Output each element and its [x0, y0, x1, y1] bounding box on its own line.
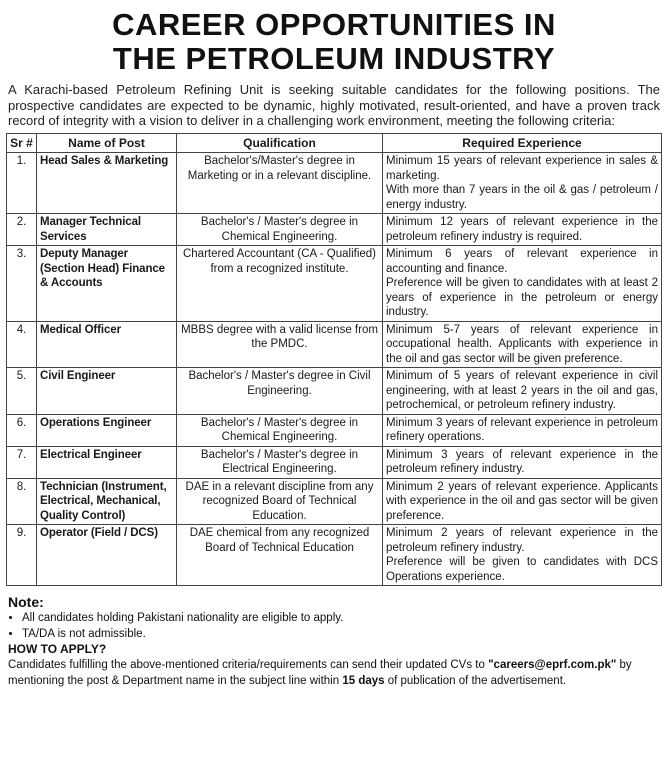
table-body: [7, 153, 662, 586]
experience-line: Preference will be given to candidates with at least 2 years of experience in the petroleum or energy industry.: [386, 277, 658, 319]
note-item: • All candidates holding Pakistani nationality are eligible to apply.: [22, 610, 662, 626]
table-row: [7, 368, 662, 415]
row-sr: 4.: [7, 321, 37, 368]
row-qualification: MBBS degree with a valid license from the PMDC.: [177, 321, 383, 368]
experience-line: Minimum 15 years of relevant experience in sales & marketing.: [386, 155, 658, 182]
notes-list: [6, 610, 662, 642]
experience-line: Preference will be given to candidates with DCS Operations experience.: [386, 556, 658, 583]
row-experience: [383, 321, 662, 368]
experience-line: Minimum 3 years of relevant experience in the petroleum refinery industry.: [386, 448, 658, 476]
page-title: [6, 0, 662, 76]
row-qualification: Bachelor's/Master's degree in Marketing or in a relevant discipline.: [177, 153, 383, 214]
table-row: [7, 525, 662, 586]
row-sr: 8.: [7, 478, 37, 525]
table-row: [7, 214, 662, 246]
table-row: [7, 414, 662, 446]
row-qualification: Chartered Accountant (CA - Qualified) from a recognized institute.: [177, 246, 383, 322]
row-sr: 1.: [7, 153, 37, 214]
row-experience: [383, 153, 662, 214]
row-sr: 6.: [7, 414, 37, 446]
apply-email: "careers@eprf.com.pk": [488, 659, 617, 672]
experience-line: Minimum 3 years of relevant experience in petroleum refinery operations.: [386, 416, 658, 444]
row-sr: 5.: [7, 368, 37, 415]
experience-line: Minimum 12 years of relevant experience in the petroleum refinery industry is required.: [386, 216, 658, 243]
apply-text-3: of publication of the advertisement.: [384, 675, 567, 688]
row-post-name: Manager Technical Services: [37, 214, 177, 246]
row-qualification: Bachelor's / Master's degree in Chemical Engineering.: [177, 414, 383, 446]
row-post-name: Operations Engineer: [37, 414, 177, 446]
row-experience: [383, 446, 662, 478]
table-row: [7, 246, 662, 322]
row-qualification: Bachelor's / Master's degree in Civil Engineering.: [177, 368, 383, 415]
header-sr: Sr #: [7, 133, 37, 153]
title-line-2: THE PETROLEUM INDUSTRY: [112, 41, 556, 76]
note-item: • TA/DA is not admissible.: [22, 626, 662, 642]
row-post-name: Operator (Field / DCS): [37, 525, 177, 586]
row-qualification: Bachelor's / Master's degree in Chemical Engineering.: [177, 214, 383, 246]
experience-line: Minimum 6 years of relevant experience in accounting and finance.: [386, 248, 658, 275]
row-experience: [383, 414, 662, 446]
experience-line: Minimum 2 years of relevant experience in the petroleum refinery industry.: [386, 527, 658, 554]
row-qualification: DAE in a relevant discipline from any recognized Board of Technical Education.: [177, 478, 383, 525]
row-experience: [383, 525, 662, 586]
row-experience: [383, 246, 662, 322]
row-qualification: DAE chemical from any recognized Board of Technical Education: [177, 525, 383, 586]
row-post-name: Electrical Engineer: [37, 446, 177, 478]
row-sr: 9.: [7, 525, 37, 586]
table-row: [7, 446, 662, 478]
row-post-name: Head Sales & Marketing: [37, 153, 177, 214]
table-row: [7, 478, 662, 525]
apply-text-2: by mentioning the post & Department name in the subject line within: [8, 659, 632, 688]
table-header-row: [7, 133, 662, 153]
row-post-name: Technician (Instrument, Electrical, Mechanical, Quality Control): [37, 478, 177, 525]
row-experience: [383, 368, 662, 415]
header-experience: Required Experience: [383, 133, 662, 153]
positions-table: [6, 133, 662, 587]
row-experience: [383, 214, 662, 246]
experience-line: With more than 7 years in the oil & gas / petroleum / energy industry.: [386, 184, 658, 211]
row-qualification: Bachelor's / Master's degree in Electrical Engineering.: [177, 446, 383, 478]
row-post-name: Civil Engineer: [37, 368, 177, 415]
how-to-apply-title: HOW TO APPLY?: [8, 642, 107, 657]
experience-line: Minimum 2 years of relevant experience. Applicants with experience in the oil and gas sector will be given preference.: [386, 480, 658, 522]
table-row: [7, 321, 662, 368]
apply-deadline: 15 days: [342, 675, 385, 688]
row-post-name: Deputy Manager (Section Head) Finance & Accounts: [37, 246, 177, 322]
row-experience: [383, 478, 662, 525]
intro-paragraph: A Karachi-based Petroleum Refining Unit is seeking suitable candidates for the following positions. The prospective candidates are expected to be dynamic, highly motivated, result-oriented, and have a proven track record of integrity with a vision to deliver in a challenging work environment, meeting the following criteria:: [8, 82, 660, 129]
row-sr: 3.: [7, 246, 37, 322]
apply-text-1: Candidates fulfilling the above-mentioned criteria/requirements can send their updated CVs to: [8, 659, 489, 672]
header-post: Name of Post: [37, 133, 177, 153]
row-sr: 7.: [7, 446, 37, 478]
title-line-1: CAREER OPPORTUNITIES IN: [112, 7, 556, 42]
experience-line: Minimum 5-7 years of relevant experience in occupational health. Applicants with experience in the oil and gas sector will be given preference.: [386, 323, 658, 365]
note-title: Note:: [8, 594, 44, 611]
table-row: [7, 153, 662, 214]
experience-line: Minimum of 5 years of relevant experience in civil engineering, with at least 2 years in the oil and gas, petrochemical, or petroleum refinery industry.: [386, 370, 658, 412]
row-post-name: Medical Officer: [37, 321, 177, 368]
header-qualification: Qualification: [177, 133, 383, 153]
row-sr: 2.: [7, 214, 37, 246]
how-to-apply-text: [8, 657, 660, 689]
